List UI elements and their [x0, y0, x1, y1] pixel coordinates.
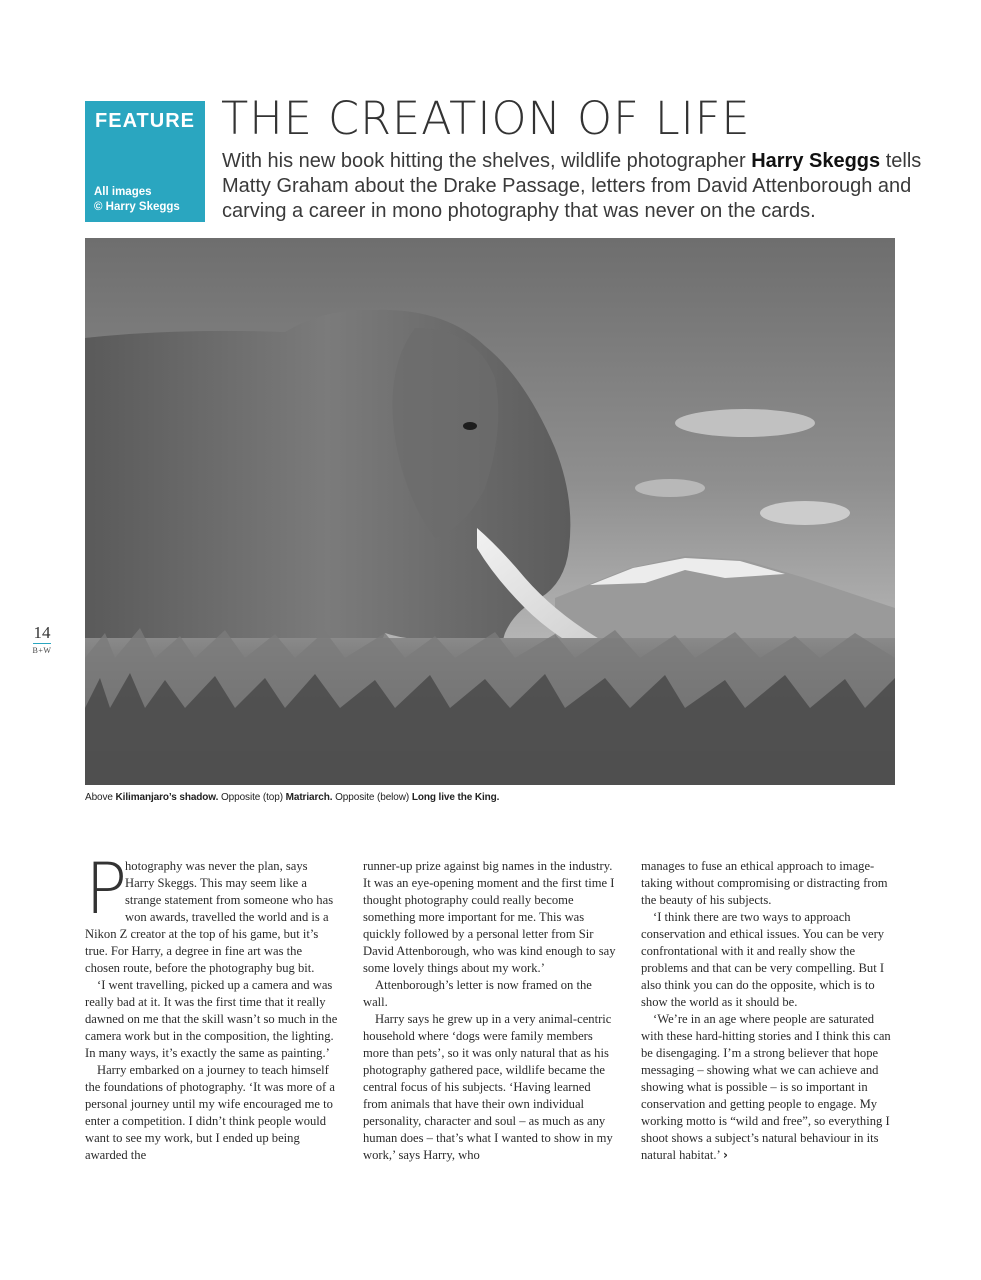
- caption-opp-below-title: Long live the King.: [411, 792, 500, 803]
- standfirst-intro: With his new book hitting the shelves, wildlife photographer: [222, 150, 752, 172]
- paragraph: ‘I went travelling, picked up a camera and was really bad at it. It was the first time that it really dawned on me that the skill wasn’t so much in the camera work but in the composition, the lighting. In many ways, it’s exactly the same as painting.’: [85, 978, 338, 1060]
- caption-opp-top-label: Opposite (top): [220, 792, 283, 803]
- caption-above-title: Kilimanjaro’s shadow.: [115, 792, 219, 803]
- paragraph: [641, 1011, 895, 1164]
- caption-opp-top-title: Matriarch.: [285, 792, 333, 803]
- image-credit: [94, 185, 202, 215]
- paragraph: Harry says he grew up in a very animal-centric household where ‘dogs were family members more than pets’, so it was only natural that as his photography gathered pace, wildlife became the central focus of his subjects. ‘Having learned from animals that have their own individual personality, character and soul – as much as any human does – that’s what I wanted to show in my work,’ says Harry, who: [363, 1012, 613, 1162]
- folio-rule: [33, 643, 51, 644]
- paragraph: ‘I think there are two ways to approach conservation and ethical issues. You can be very confrontational with it and really show the problems and that can be very compelling. But I also think you can do the opposite, which is to show the world as it should be.: [641, 910, 885, 1009]
- credit-line-1: All images: [94, 186, 152, 198]
- drop-cap: P: [85, 848, 128, 930]
- elephant-photo: [85, 238, 895, 785]
- photo-caption: [85, 792, 895, 803]
- article-column-2: [363, 858, 617, 1164]
- article-column-3: [641, 858, 895, 1164]
- caption-opp-below-label: Opposite (below): [335, 792, 410, 803]
- page-folio: [30, 624, 54, 655]
- photographer-name: Harry Skeggs: [751, 150, 881, 172]
- paragraph-text: ‘We’re in an age where people are saturated with these hard-hitting stories and I think this can be disengaging. I’m a strong believer that hope messaging – showing what we can achieve and showing what is possible – is so important in conservation and getting people to engage. My working motto is “wild and free”, so everything I shoot shows a subject’s natural behaviour in its natural habitat.’: [641, 1012, 891, 1162]
- feature-section-box: [85, 101, 205, 222]
- section-label: FEATURE: [95, 110, 195, 132]
- credit-line-2: © Harry Skeggs: [94, 201, 180, 213]
- article-title: THE CREATION OF LIFE: [221, 92, 751, 145]
- article-column-1: [85, 848, 339, 1164]
- paragraph: manages to fuse an ethical approach to image-taking without compromising or distracting from the beauty of his subjects.: [641, 859, 888, 907]
- paragraph: runner-up prize against big names in the industry. It was an eye-opening moment and the first time I thought photography could really become something more important for me. This was quickly followed by a personal letter from Sir David Attenborough, who was kind enough to say some lovely things about my work.’: [363, 859, 616, 975]
- paragraph: [85, 848, 339, 977]
- paragraph-text: hotography was never the plan, says Harry Skeggs. This may seem like a strange statement from someone who has won awards, travelled the world and is a Nikon Z creator at the top of his game, but it’s true. For Harry, a degree in fine art was the chosen route, before the photography bug bit.: [85, 859, 334, 975]
- publication-mark: B+W: [32, 646, 52, 655]
- continue-arrow-icon: ›: [722, 1148, 728, 1162]
- page-number: 14: [33, 623, 51, 642]
- standfirst: [222, 149, 922, 224]
- paragraph: Attenborough’s letter is now framed on the wall.: [363, 978, 592, 1009]
- paragraph: Harry embarked on a journey to teach himself the foundations of photography. ‘It was more of a personal journey until my wife encouraged me to enter a competition. I didn’t think people would want to see my work, but I ended up being awarded the: [85, 1063, 335, 1162]
- standfirst-rest: tells Matty Graham about the Drake Passage, letters from David Attenborough and carving a career in mono photography that was never on the cards.: [222, 150, 922, 222]
- caption-above-label: Above: [85, 792, 113, 803]
